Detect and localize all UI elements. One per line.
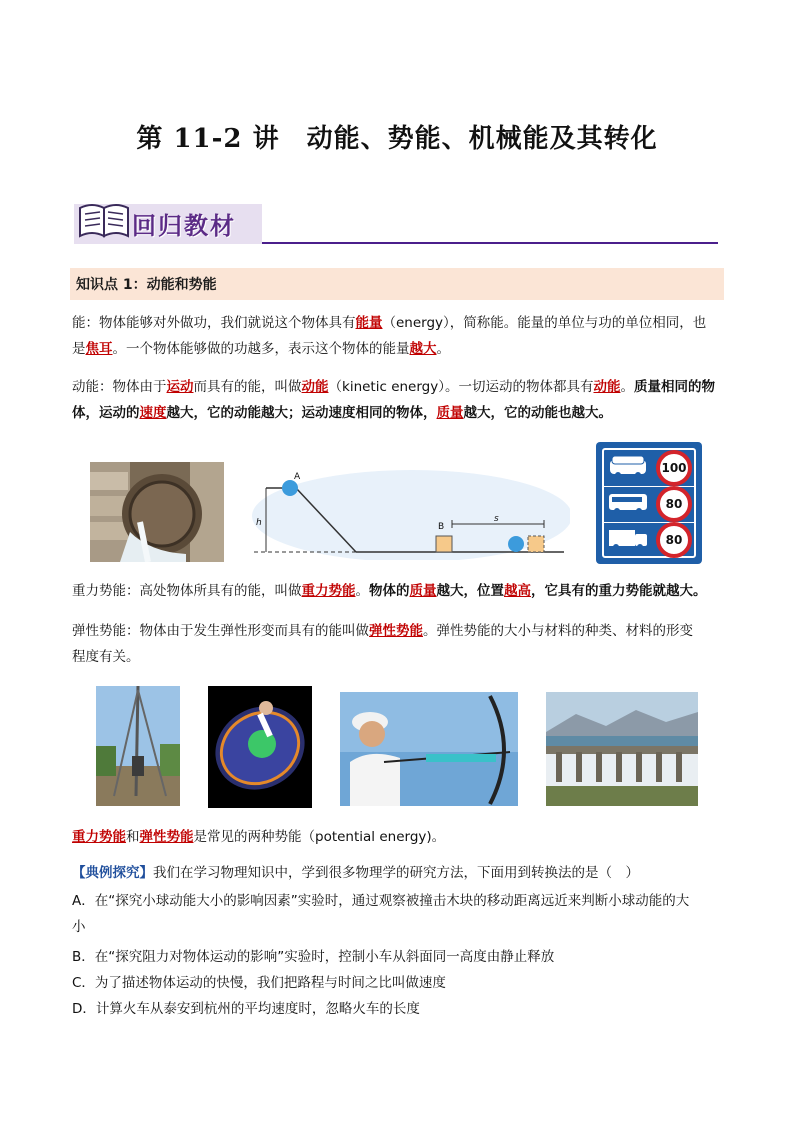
label-a: A [294, 472, 301, 482]
elastic-paragraph: 弹性势能：物体由于发生弹性形变而具有的能叫做弹性势能。弹性势能的大小与材料的种类、材料的形变 程度有关。 [72, 623, 693, 665]
speed-limit-sign [596, 442, 702, 564]
label-s: s [494, 514, 499, 524]
dam-photo [546, 692, 698, 806]
section-rule [262, 242, 718, 244]
option-d: D．计算火车从泰安到杭州的平均速度时，忽略火车的长度 [72, 1001, 420, 1017]
kinetic-paragraph: 动能：物体由于运动而具有的能，叫做动能（kinetic energy）。一切运动的物体都具有动能。质量相同的物 体，运动的速度越大，它的动能越大；运动速度相同的物体，质量越大，它的动能也越大。 [72, 379, 715, 421]
car-icon [608, 454, 648, 480]
archery-photo [340, 692, 518, 806]
truck-icon [608, 526, 648, 552]
example-question [72, 860, 724, 886]
page-title: 第 11-2 讲 动能、势能、机械能及其转化 [136, 124, 658, 154]
energy-paragraph: 能：物体能够对外做功，我们就说这个物体具有能量（energy），简称能。能量的单位与功的单位相同，也 是焦耳。一个物体能够做的功越多，表示这个物体的能量越大。 [72, 315, 707, 357]
speed-limit-80-bus: 80 [656, 486, 692, 522]
section-banner [74, 198, 262, 250]
waterwheel-photo [90, 462, 224, 562]
potential-paragraph: 重力势能和弹性势能是常见的两种势能（potential energy)。 [72, 829, 446, 845]
pile-driver-photo [96, 686, 180, 806]
option-b: B．在“探究阻力对物体运动的影响”实验时，控制小车从斜面同一高度由静止释放 [72, 949, 555, 965]
speed-limit-80-truck: 80 [656, 522, 692, 558]
label-b: B [438, 522, 445, 532]
example-tag: 【典例探究】 [72, 865, 153, 881]
question-stem: 我们在学习物理知识中，学到很多物理学的研究方法，下面用到转换法的是（ ） [153, 865, 639, 881]
bus-icon [608, 490, 648, 516]
incline-ball-diagram [252, 466, 570, 560]
option-a: A．在“探究小球动能大小的影响因素”实验时，通过观察被撞击木块的移动距离远近来判断小球动能的大 小 [72, 893, 690, 935]
label-h: h [256, 518, 262, 528]
trampoline-photo [208, 686, 312, 808]
banner-label: 回归教材 [132, 212, 236, 240]
gravity-paragraph: 重力势能：高处物体所具有的能，叫做重力势能。物体的质量越大，位置越高，它具有的重力势能就越大。 [72, 583, 707, 599]
option-c: C．为了描述物体运动的快慢，我们把路程与时间之比叫做速度 [72, 975, 446, 991]
knowledge-point-header: 知识点 1：动能和势能 [70, 268, 724, 300]
speed-limit-100: 100 [656, 450, 692, 486]
